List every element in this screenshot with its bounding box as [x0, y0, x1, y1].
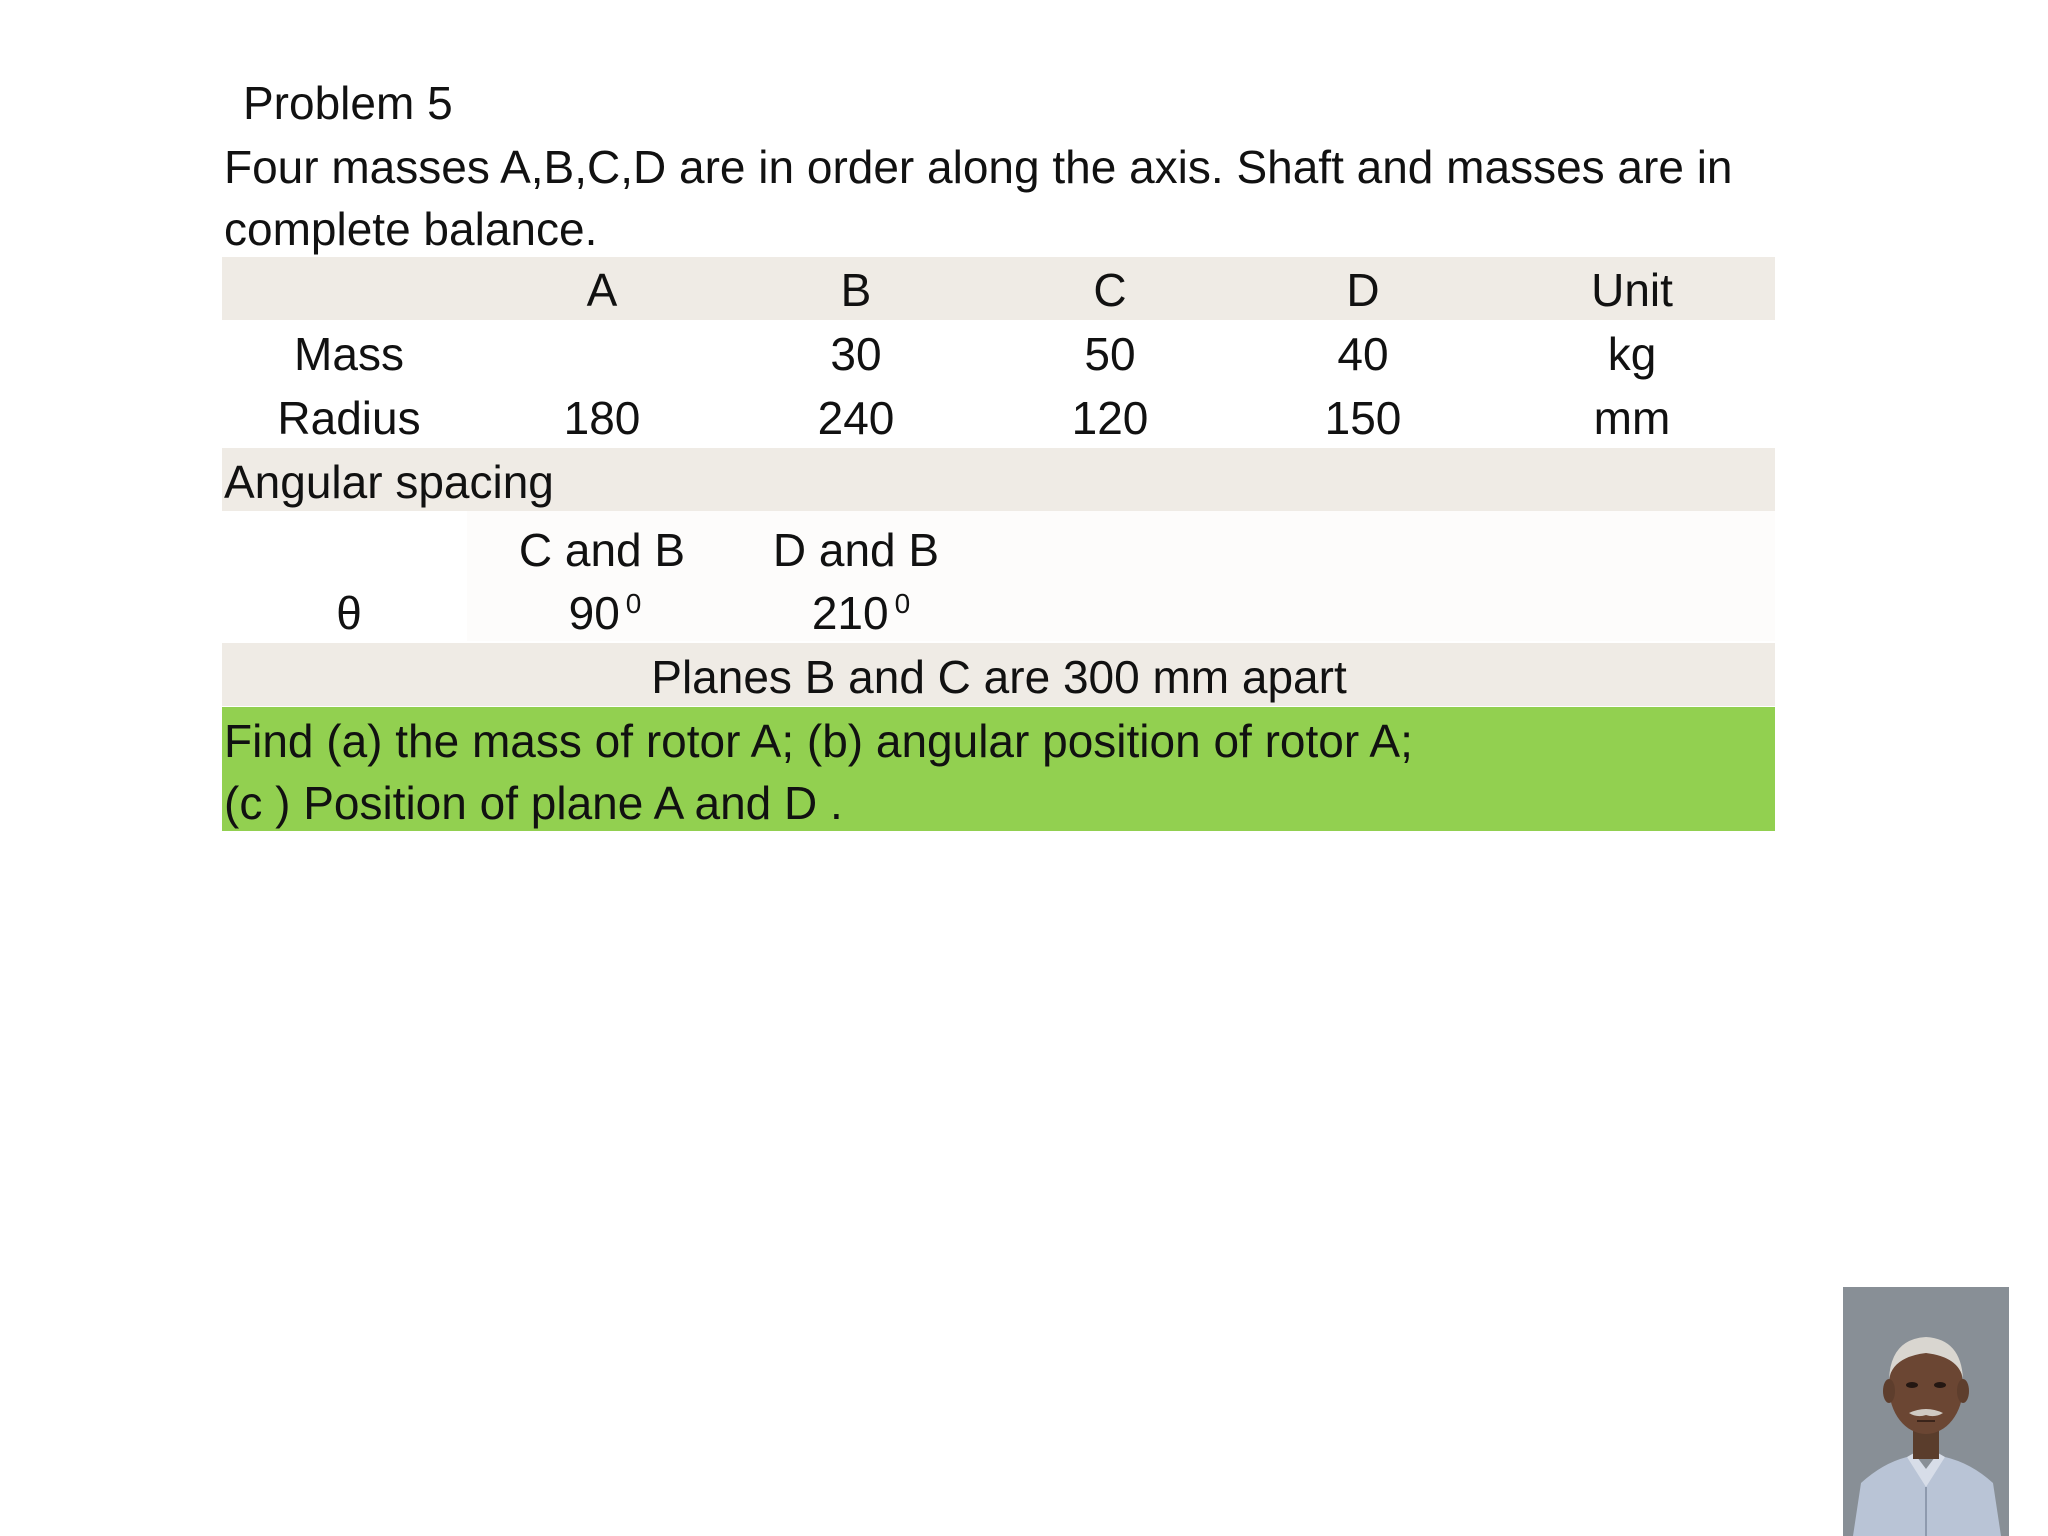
radius-a: 180	[563, 392, 641, 444]
mass-d: 40	[1337, 328, 1389, 380]
problem-statement	[224, 136, 1784, 260]
header-c: C	[1093, 264, 1127, 316]
presenter-photo	[1843, 1287, 2009, 1536]
angle-c-b	[569, 582, 642, 651]
find-line-1: Find (a) the mass of rotor A; (b) angular position of rotor A;	[224, 715, 1413, 767]
mass-b: 30	[830, 328, 882, 380]
header-unit: Unit	[1591, 264, 1673, 316]
pair-header-d-b: D and B	[772, 524, 940, 576]
find-question	[224, 710, 1413, 834]
mass-unit: kg	[1607, 328, 1657, 380]
angular-spacing-label: Angular spacing	[224, 456, 554, 508]
find-line-2: (c ) Position of plane A and D .	[224, 777, 843, 829]
statement-line-2: complete balance.	[224, 203, 598, 255]
degree-mark: 0	[894, 588, 911, 619]
pair-header-c-b: C and B	[518, 524, 686, 576]
angle-d-b-value: 210	[811, 587, 889, 639]
mass-c: 50	[1084, 328, 1136, 380]
statement-line-1: Four masses A,B,C,D are in order along the axis. Shaft and masses are in	[224, 141, 1733, 193]
angle-d-b	[812, 582, 910, 651]
radius-unit: mm	[1593, 392, 1671, 444]
radius-c: 120	[1071, 392, 1149, 444]
header-b: B	[840, 264, 872, 316]
mass-label: Mass	[294, 328, 404, 380]
degree-mark: 0	[625, 588, 642, 619]
radius-b: 240	[817, 392, 895, 444]
radius-d: 150	[1324, 392, 1402, 444]
header-row-band	[222, 257, 1775, 320]
radius-label: Radius	[277, 392, 421, 444]
header-d: D	[1346, 264, 1380, 316]
problem-title: Problem 5	[243, 77, 453, 129]
planes-note: Planes B and C are 300 mm apart	[651, 651, 1347, 703]
theta-symbol: θ	[336, 587, 362, 639]
angle-c-b-value: 90	[568, 587, 620, 639]
header-a: A	[586, 264, 618, 316]
